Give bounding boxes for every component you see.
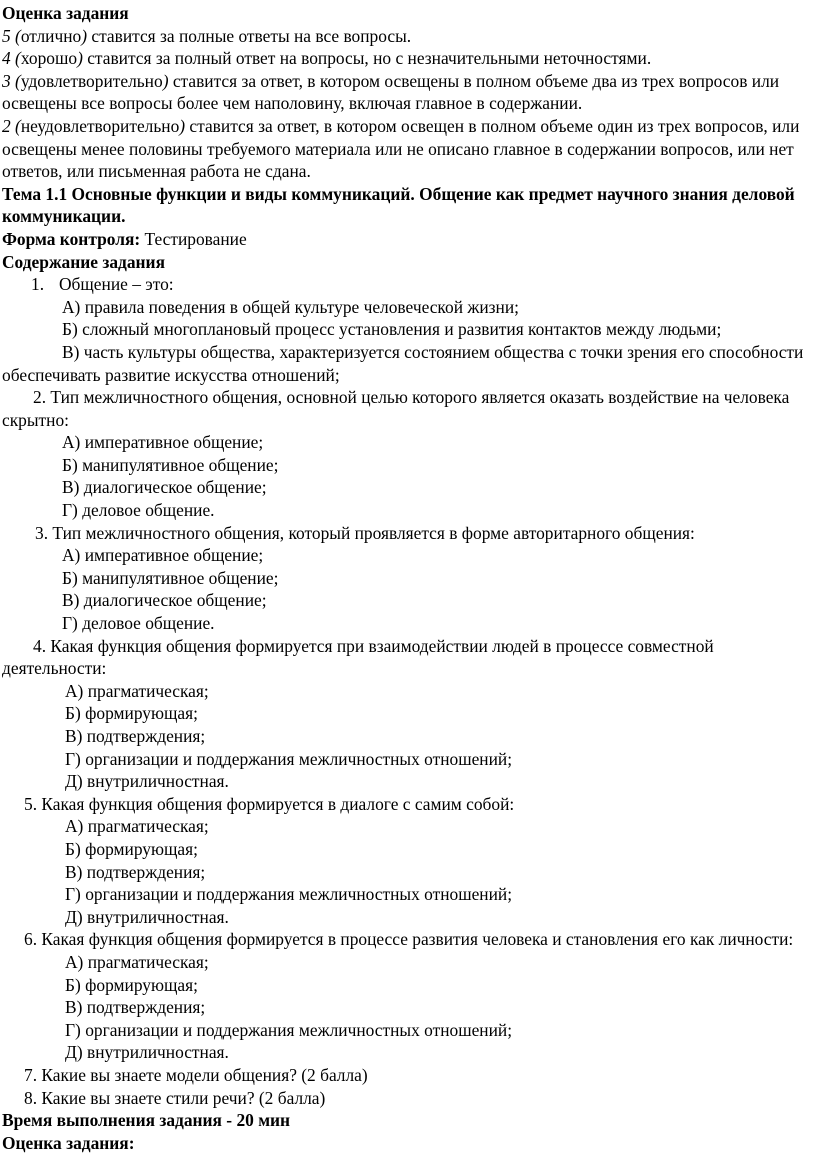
question-1	[2, 273, 814, 296]
answer-option: В) диалогическое общение;	[62, 477, 267, 498]
answer-option: А) императивное общение;	[62, 545, 264, 566]
grade-text: ставится за ответ, в котором освещены в полном объеме два из трех вопросов или освещены все вопросы более чем наполовину, включая главное в содержании.	[2, 70, 780, 114]
grade-line-4	[2, 47, 814, 70]
answer-option: Б) формирующая;	[65, 838, 198, 859]
grade-line-5	[2, 25, 814, 48]
answer-option: А) прагматическая;	[65, 951, 209, 972]
answer-option: Д) внутриличностная.	[65, 906, 229, 927]
question-number: 1.	[31, 274, 45, 295]
answer-option: А) прагматическая;	[65, 816, 209, 837]
control-label: Форма контроля:	[2, 228, 141, 249]
question-8: 8. Какие вы знаете стили речи? (2 балла)	[24, 1087, 326, 1108]
answer-option: Б) сложный многоплановый процесс установления и развития контактов между людьми;	[62, 319, 722, 340]
grade-text: ставится за ответ, в котором освещен в полном объеме один из трех вопросов, или освещены менее половины требуемого материала или не описано главное в содержании вопросов, или нет ответов, или письменная работа не сдана.	[2, 115, 800, 182]
answer-option: В) часть культуры общества, характеризуется состоянием общества с точки зрения его способности обеспечивать развитие искусства отношений;	[2, 341, 804, 385]
answer-option: В) подтверждения;	[65, 726, 206, 746]
question-3: 3. Тип межличностного общения, который проявляется в форме авторитарного общения:	[35, 522, 695, 543]
grade-word: хорошо	[20, 48, 78, 69]
grade-word: удовлетворительно	[20, 70, 163, 91]
answer-option: В) подтверждения;	[65, 861, 206, 882]
answer-option: А) императивное общение;	[62, 432, 264, 453]
answer-option: Г) организации и поддержания межличностных отношений;	[65, 1019, 513, 1040]
answer-option: А) прагматическая;	[65, 680, 209, 701]
answer-option: Б) манипулятивное общение;	[62, 454, 279, 475]
control-form	[2, 228, 814, 251]
grade-close: )	[77, 48, 83, 69]
answer-option: Г) организации и поддержания межличностных отношений;	[65, 748, 513, 769]
answer-option: Б) манипулятивное общение;	[62, 567, 279, 588]
content-heading: Содержание задания	[2, 251, 165, 272]
grade-word: неудовлетворительно	[20, 115, 180, 136]
grade-mark: 5 (	[2, 25, 21, 46]
answer-option: А) правила поведения в общей культуре человеческой жизни;	[62, 296, 519, 317]
topic-title: Тема 1.1 Основные функции и виды коммуникаций. Общение как предмет научного знания деловой коммуникации.	[2, 183, 795, 227]
answer-option: Б) формирующая;	[65, 703, 198, 724]
answer-option: Б) формирующая;	[65, 974, 198, 995]
grade-mark: 3 (	[2, 70, 21, 91]
answer-option: В) подтверждения;	[65, 997, 206, 1018]
grade-line-3	[2, 70, 814, 115]
grade-mark: 2 (	[2, 115, 21, 136]
grade-close: )	[162, 70, 169, 91]
answer-option: Г) деловое общение.	[62, 613, 215, 634]
control-value: Тестирование	[140, 228, 247, 249]
grade-text: ставится за полный ответ на вопросы, но с незначительными неточностями.	[82, 48, 652, 69]
grade-mark: 4 (	[2, 48, 21, 69]
grade-close: )	[179, 115, 186, 136]
question-2: 2. Тип межличностного общения, основной целью которого является оказать воздействие на человека скрытно:	[2, 387, 790, 430]
question-text: Общение – это:	[59, 274, 174, 295]
grade-line-2	[2, 115, 814, 183]
answer-option: Г) организации и поддержания межличностных отношений;	[65, 884, 513, 905]
time-limit: Время выполнения задания - 20 мин	[2, 1110, 291, 1131]
answer-option: Д) внутриличностная.	[65, 771, 229, 792]
question-6: 6. Какая функция общения формируется в процессе развития человека и становления его как личности:	[24, 929, 794, 950]
question-4: 4. Какая функция общения формируется при взаимодействии людей в процессе совместной деятельности:	[2, 635, 714, 679]
question-5: 5. Какая функция общения формируется в диалоге с самим собой:	[24, 793, 515, 814]
answer-option: Д) внутриличностная.	[65, 1042, 229, 1063]
grading-heading: Оценка задания	[2, 3, 129, 23]
grade-word: отлично	[20, 25, 82, 46]
grade-close: )	[81, 25, 88, 46]
answer-option: В) диалогическое общение;	[62, 590, 267, 611]
question-7: 7. Какие вы знаете модели общения? (2 балла)	[24, 1064, 368, 1085]
grade-text: ставится за полные ответы на все вопросы.	[87, 25, 412, 46]
grading-heading-footer: Оценка задания:	[2, 1132, 135, 1153]
answer-option: Г) деловое общение.	[62, 500, 215, 521]
